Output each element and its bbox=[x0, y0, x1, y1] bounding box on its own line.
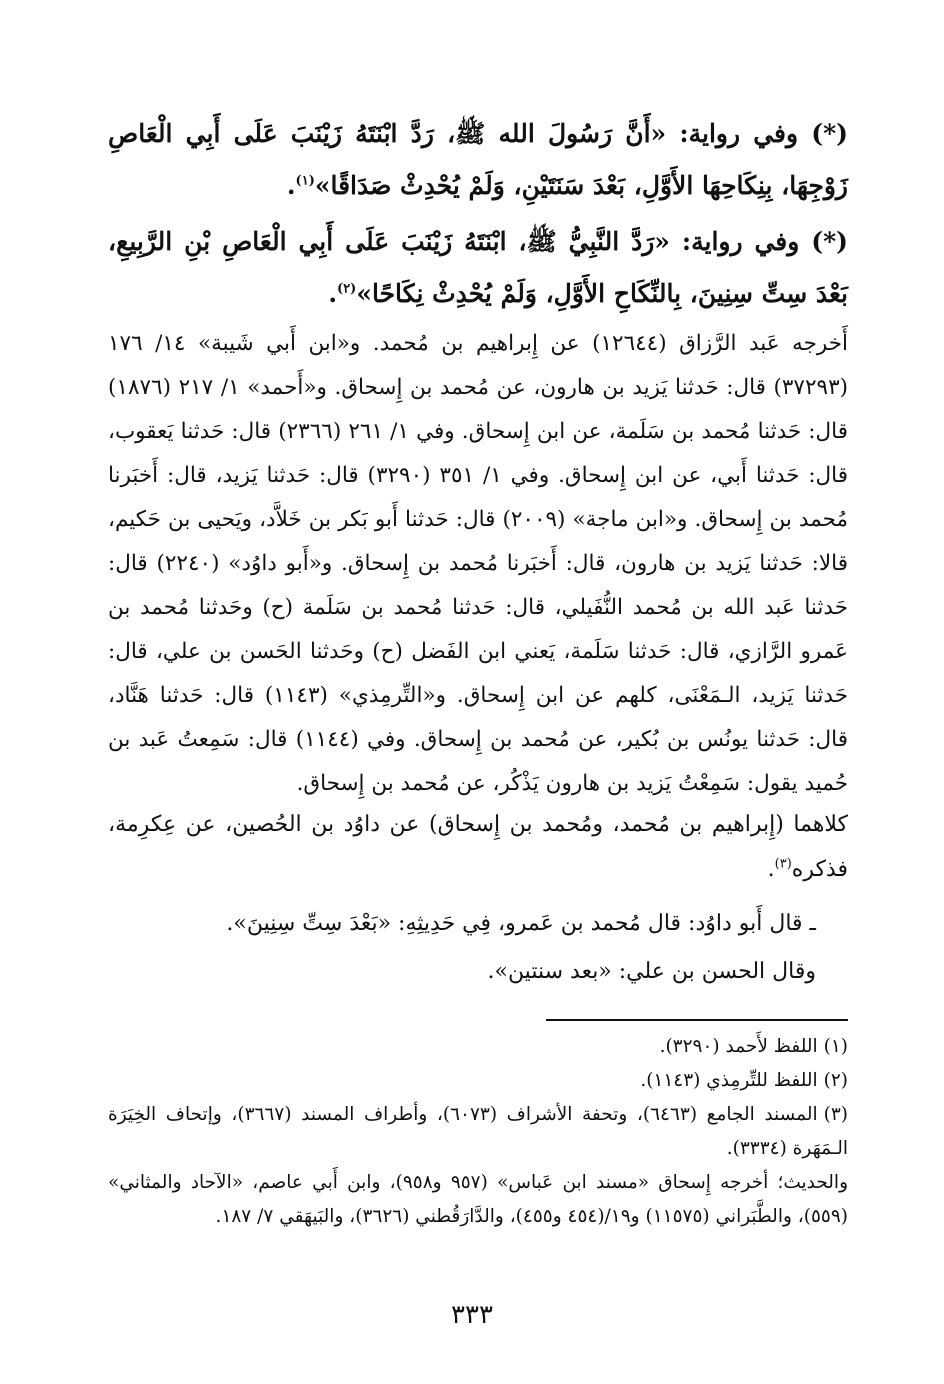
note-abu-dawud: ـ قال أَبو داوُد: قال مُحمد بن عَمرو، فِي حَدِيثِهِ: «بَعْدَ سِتِّ سِنِينَ». bbox=[226, 911, 816, 936]
footnote-3-continuation: والحديث؛ أخرجه إِسحاق «مسند ابن عَباس» (٩٥٧ و٩٥٨)، وابن أَبي عاصم، «الآحاد والمثاني» (٥٥٩)، والطَّبَراني (١١٥٧٥) و١٩/(٤٥٤ و٤٥٥)، والدَّارَقُطني (٣٦٢٦)، والبَيهَقي ٧/ ١٨٧. bbox=[108, 1172, 849, 1227]
conclusion-end: . bbox=[767, 857, 775, 882]
footnote-1 bbox=[108, 1030, 848, 1064]
hadith-1-text: (*) وفي رواية: «أَنَّ رَسُولَ الله ﷺ، رَدَّ ابْنَتَهُ زَيْنَبَ عَلَى أَبِي الْعَاصِ زَوْجِهَا، بِنِكَاحِهَا الأَوَّلِ، بَعْدَ سَنَتَيْنِ، وَلَمْ يُحْدِثْ صَدَاقًا» bbox=[108, 119, 848, 200]
note-hasan: وقال الحسن بن علي: «بعد سنتين». bbox=[487, 959, 816, 984]
footnote-separator bbox=[546, 1019, 848, 1021]
footnote-ref-2[interactable]: (٢) bbox=[337, 281, 357, 297]
page-number: ٣٣٣ bbox=[451, 1300, 493, 1330]
footnote-number: (٣) bbox=[823, 1104, 848, 1125]
footnote-text: اللفظ لأَحمد (٣٢٩٠). bbox=[659, 1036, 818, 1057]
footnotes-section bbox=[108, 1030, 848, 1234]
chain-conclusion bbox=[108, 802, 848, 892]
footnote-number: (١) bbox=[823, 1036, 848, 1057]
footnote-text: اللفظ للتِّرمِذي (١١٤٣). bbox=[640, 1070, 818, 1091]
hadith-1-end: . bbox=[286, 171, 296, 200]
takhrij-paragraph: أَخرجه عَبد الرَّزاق (١٢٦٤٤) عن إِبراهيم بن مُحمد. و«ابن أَبي شَيبة» ١٤/ ١٧٦ (٣٧٢٩٣) قال: حَدثنا يَزيد بن هارون، عن مُحمد بن إِسحاق. و«أَحمد» ١/ ٢١٧ (١٨٧٦) قال: حَدثنا مُحمد بن سَلَمة، عن ابن إِسحاق. وفي ١/ ٢٦١ (٢٣٦٦) قال: حَدثنا يَعقوب، قال: حَدثنا أَبي، عن ابن إِسحاق. وفي ١/ ٣٥١ (٣٢٩٠) قال: حَدثنا يَزيد، قال: أَخبَرنا مُحمد بن إِسحاق. و«ابن ماجة» (٢٠٠٩) قال: حَدثنا أَبو بَكر بن خَلاَّد، ويَحيى بن حَكيم، قالا: حَدثنا يَزيد بن هارون، قال: أَخبَرنا مُحمد بن إِسحاق. و«أَبو داوُد» (٢٢٤٠) قال: حَدثنا عَبد الله بن مُحمد النُّفَيلي، قال: حَدثنا مُحمد بن سَلَمة (ح) وحَدثنا مُحمد بن عَمرو الرَّازي، قال: حَدثنا سَلَمة، يَعني ابن الفَضل (ح) وحَدثنا الحَسن بن علي، قال: حَدثنا يَزيد، الـمَعْنَى، كلهم عن ابن إِسحاق. و«التِّرمِذي» (١١٤٣) قال: حَدثنا هَنَّاد، قال: حَدثنا يونُس بن بُكير، عن مُحمد بن إِسحاق. وفي (١١٤٤) قال: سَمِعتُ عَبد بن حُميد يقول: سَمِعْتُ يَزيد بن هارون يَذْكُر، عن مُحمد بن إِسحاق. bbox=[108, 331, 849, 796]
footnote-2 bbox=[108, 1064, 848, 1098]
hadith-narration-1 bbox=[108, 108, 848, 212]
footnote-number: (٢) bbox=[823, 1070, 848, 1091]
hadith-2-end: . bbox=[328, 279, 338, 308]
footnote-ref-3[interactable]: (٣) bbox=[774, 856, 792, 872]
hadith-2-text: (*) وفي رواية: «رَدَّ النَّبِيُّ ﷺ، ابْنَتَهُ زَيْنَبَ عَلَى أَبِي الْعَاصِ بْنِ الرَّبِيعِ، بَعْدَ سِتِّ سِنِينَ، بِالنِّكَاحِ الأَوَّلِ، وَلَمْ يُحْدِثْ نِكَاحًا» bbox=[108, 227, 848, 308]
hadith-narration-2 bbox=[108, 216, 848, 320]
footnote-text: المسند الجامع (٦٤٦٣)، وتحفة الأشراف (٦٠٧٣)، وأطراف المسند (٣٦٦٧)، وإتحاف الخِيَرَة الـمَهَرة (٣٣٣٤). bbox=[108, 1104, 848, 1159]
footnote-3 bbox=[108, 1098, 848, 1166]
footnote-ref-1[interactable]: (١) bbox=[295, 173, 315, 189]
conclusion-text: كلاهما (إِبراهيم بن مُحمد، ومُحمد بن إِسحاق) عن داوُد بن الحُصين، عن عِكرِمة، فذكره bbox=[108, 812, 848, 882]
